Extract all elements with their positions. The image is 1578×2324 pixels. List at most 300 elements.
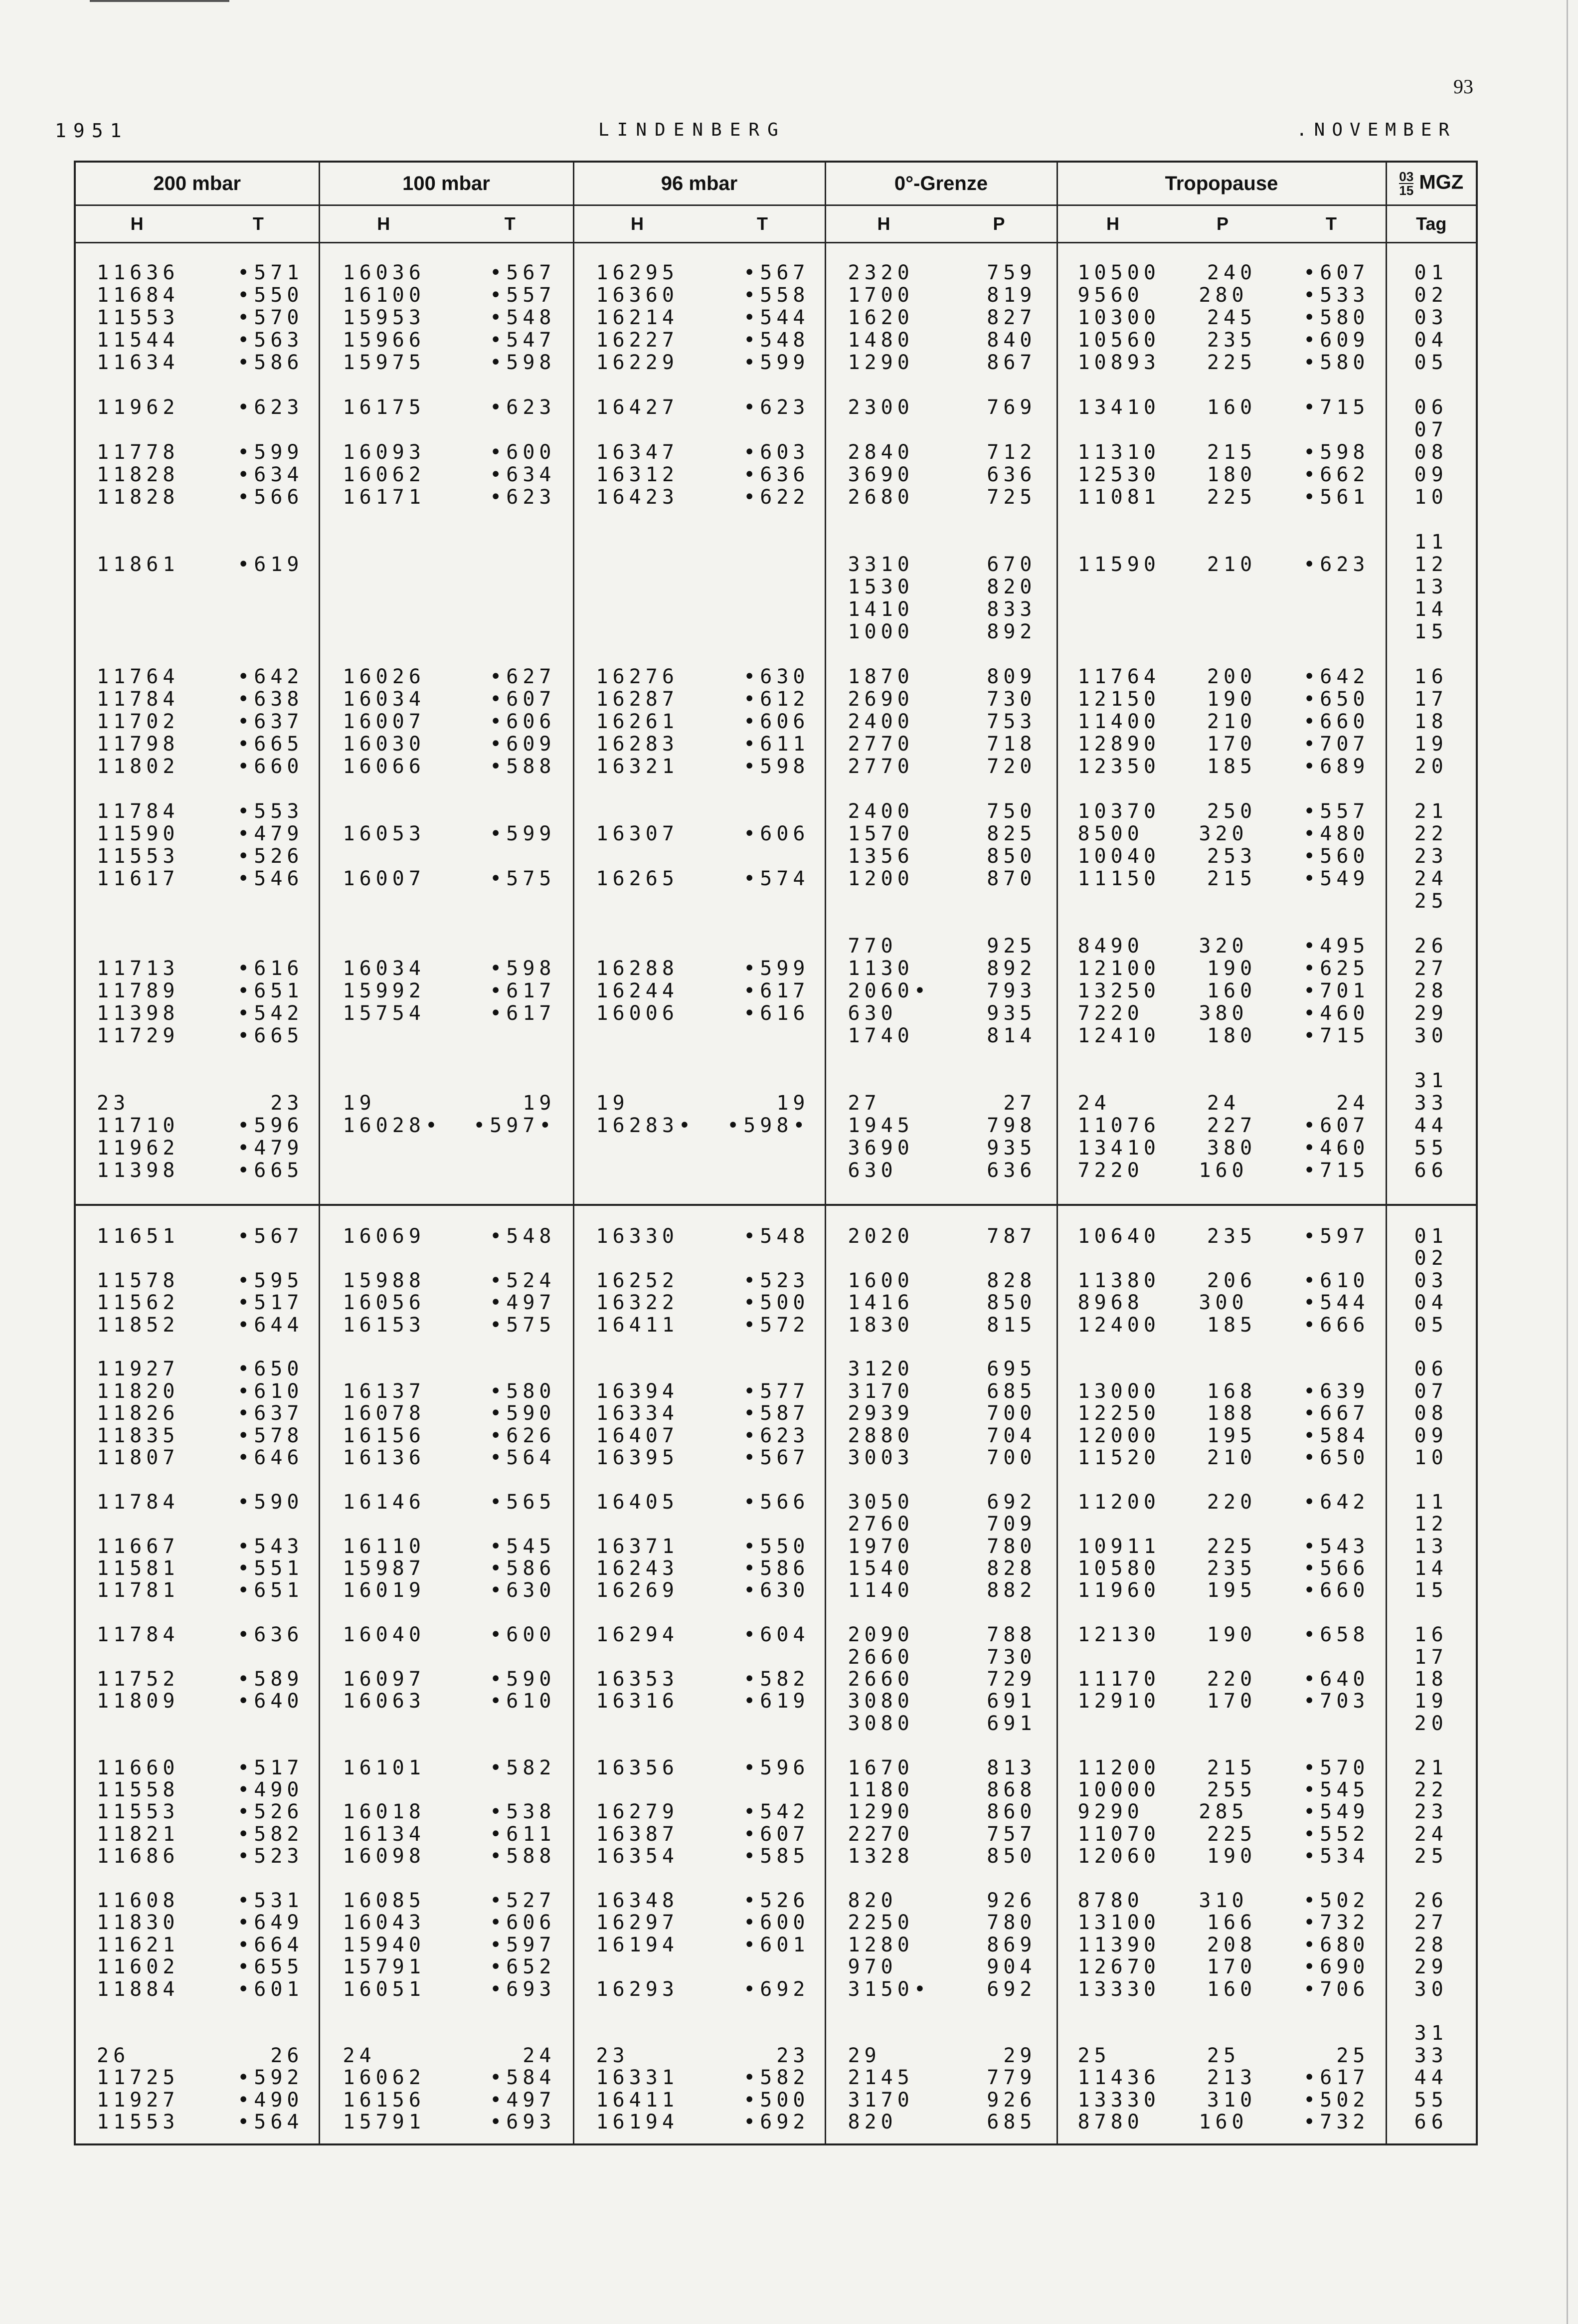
table-cell: 636	[987, 463, 1037, 486]
table-row	[1387, 1934, 1476, 1955]
table-cell: 11852	[97, 1313, 179, 1337]
table-row	[1387, 1402, 1476, 1424]
table-row	[574, 1535, 825, 1557]
table-cell: 12	[1414, 1513, 1448, 1536]
table-cell: 11729	[97, 1024, 179, 1047]
table-row	[320, 1225, 573, 1247]
table-cell: 44	[1414, 1114, 1448, 1137]
table-cell: 780	[987, 1911, 1037, 1935]
table-cell: 11784	[97, 688, 179, 711]
table-row	[76, 1402, 319, 1424]
table-cell: •480	[1303, 822, 1370, 845]
table-row	[574, 2111, 825, 2132]
table-cell: •557	[490, 284, 556, 307]
table-row	[1387, 979, 1476, 1001]
table-cell: 10911	[1077, 1535, 1160, 1558]
table-cell: 10500	[1077, 261, 1160, 284]
table-cell: 11581	[97, 1557, 179, 1580]
table-cell: 2320	[848, 261, 914, 284]
table-row	[1058, 867, 1386, 889]
table-cell: 04	[1414, 1291, 1448, 1315]
table-cell: 18	[1414, 1668, 1448, 1691]
table-cell: 2060•	[848, 979, 930, 1002]
table-cell: 850	[987, 845, 1037, 868]
table-cell: 19	[523, 1092, 556, 1115]
table-cell: 26	[1414, 935, 1448, 958]
table-cell: 285	[1199, 1800, 1248, 1824]
sub-h: H	[631, 213, 644, 234]
table-cell: 1700	[848, 284, 914, 307]
table-row	[574, 1823, 825, 1845]
table-cell: •526	[237, 845, 304, 868]
table-cell: •544	[1303, 1291, 1370, 1315]
table-cell: 11520	[1077, 1446, 1160, 1469]
table-cell: 166	[1207, 1911, 1257, 1935]
table-cell: 757	[987, 1822, 1037, 1846]
table-cell: 17	[1414, 1645, 1448, 1669]
table-row	[826, 688, 1056, 710]
table-row	[574, 1756, 825, 1778]
table-row	[1387, 531, 1476, 553]
col-96mbar: 96 mbar	[573, 162, 825, 205]
table-cell: 310	[1199, 1889, 1248, 1912]
table-cell: •707	[1303, 733, 1370, 756]
table-row	[320, 1291, 573, 1313]
table-cell: 809	[987, 665, 1037, 688]
table-cell: •636	[237, 1623, 304, 1647]
cell-200mbar	[76, 1206, 319, 2143]
table-row	[574, 486, 825, 508]
table-row	[320, 1002, 573, 1024]
table-cell: 2840	[848, 441, 914, 464]
table-row	[76, 1002, 319, 1024]
table-cell: •460	[1303, 1137, 1370, 1160]
table-cell: •567	[743, 1446, 810, 1469]
table-cell: 2090	[848, 1623, 914, 1647]
table-cell: •715	[1303, 1024, 1370, 1047]
table-row	[1387, 1778, 1476, 1800]
table-cell: •665	[237, 1159, 304, 1182]
table-row	[76, 733, 319, 755]
table-cell: 10640	[1077, 1225, 1160, 1248]
table-row	[1058, 935, 1386, 957]
table-cell: 01	[1414, 261, 1448, 284]
table-row	[76, 1823, 319, 1845]
table-row	[826, 1535, 1056, 1557]
table-cell: 630	[848, 1159, 897, 1182]
table-row	[1387, 1557, 1476, 1579]
table-cell: 16227	[596, 329, 679, 352]
table-cell: 225	[1207, 351, 1257, 374]
table-cell: 11784	[97, 800, 179, 823]
table-cell: 780	[987, 1535, 1037, 1558]
table-cell: 235	[1207, 1225, 1257, 1248]
table-row	[320, 1668, 573, 1690]
table-cell: 13000	[1077, 1379, 1160, 1403]
table-cell: 16423	[596, 486, 679, 509]
table-cell: •575	[490, 1313, 556, 1337]
table-row	[574, 1380, 825, 1402]
table-cell: 20	[1414, 1712, 1448, 1735]
table-row	[320, 1978, 573, 2000]
table-row	[1058, 1756, 1386, 1778]
table-row	[826, 1357, 1056, 1379]
table-row	[1058, 441, 1386, 463]
table-row	[1058, 351, 1386, 373]
table-cell: 09	[1414, 1424, 1448, 1447]
sub-h: H	[377, 213, 390, 234]
table-cell: •625	[1303, 957, 1370, 980]
table-cell: 1600	[848, 1269, 914, 1292]
table-cell: 1870	[848, 665, 914, 688]
table-cell: 225	[1207, 1822, 1257, 1846]
table-row	[76, 1446, 319, 1468]
table-row	[826, 1778, 1056, 1800]
table-cell: 26	[97, 2044, 130, 2067]
table-row	[1387, 867, 1476, 889]
table-cell: 630	[848, 1002, 897, 1025]
table-cell: 66	[1414, 1159, 1448, 1182]
table-row	[1387, 1446, 1476, 1468]
table-row	[76, 755, 319, 777]
table-cell: 11562	[97, 1291, 179, 1315]
table-cell: 16146	[343, 1490, 425, 1514]
table-cell: •611	[490, 1822, 556, 1846]
table-cell: 2400	[848, 710, 914, 733]
table-cell: •599	[743, 957, 810, 980]
table-row	[76, 2089, 319, 2111]
table-cell: 11553	[97, 1800, 179, 1824]
table-cell: •538	[490, 1800, 556, 1824]
table-row	[1387, 1002, 1476, 1024]
table-cell: 850	[987, 1291, 1037, 1315]
table-cell: 16034	[343, 957, 425, 980]
table-cell: 869	[987, 1933, 1037, 1956]
table-cell: •546	[237, 867, 304, 890]
table-row	[1387, 1889, 1476, 1911]
table-cell: 16279	[596, 1800, 679, 1824]
table-cell: 01	[1414, 1225, 1448, 1248]
table-cell: 21	[1414, 1756, 1448, 1779]
table-row	[1387, 1513, 1476, 1535]
table-row	[1387, 2022, 1476, 2044]
table-cell: 160	[1207, 979, 1257, 1002]
table-row	[1058, 1092, 1386, 1114]
table-row	[1058, 2066, 1386, 2088]
table-cell: •524	[490, 1269, 556, 1292]
table-row	[1387, 890, 1476, 912]
table-row	[574, 463, 825, 485]
table-cell: 55	[1414, 2088, 1448, 2112]
table-cell: 813	[987, 1756, 1037, 1779]
table-row	[76, 1800, 319, 1822]
table-row	[1058, 1491, 1386, 1513]
table-cell: 7220	[1077, 1159, 1144, 1182]
table-cell: •542	[743, 1800, 810, 1824]
table-cell: 16136	[343, 1446, 425, 1469]
table-cell: 750	[987, 800, 1037, 823]
table-cell: •526	[237, 1800, 304, 1824]
table-cell: •567	[490, 261, 556, 284]
table-row	[76, 441, 319, 463]
table-cell: 28	[1414, 979, 1448, 1002]
table-cell: 11578	[97, 1269, 179, 1292]
table-row	[1058, 1623, 1386, 1645]
table-row	[1387, 1535, 1476, 1557]
page-edge	[1567, 0, 1568, 2324]
table-cell: •617	[1303, 2066, 1370, 2090]
table-row	[1387, 2044, 1476, 2066]
table-cell: •600	[490, 1623, 556, 1647]
table-cell: 255	[1207, 1778, 1257, 1801]
table-row	[1058, 710, 1386, 732]
table-cell: 16252	[596, 1269, 679, 1292]
table-cell: 11558	[97, 1778, 179, 1801]
table-row	[1058, 1911, 1386, 1933]
table-row	[826, 1092, 1056, 1114]
table-row	[76, 710, 319, 732]
table-cell: 16243	[596, 1557, 679, 1580]
table-cell: 16330	[596, 1225, 679, 1248]
table-cell: 19	[1414, 733, 1448, 756]
table-cell: 10560	[1077, 329, 1160, 352]
table-cell: 55	[1414, 1137, 1448, 1160]
table-row	[320, 1955, 573, 1977]
table-cell: 16356	[596, 1756, 679, 1779]
table-row	[76, 1934, 319, 1955]
table-cell: 16043	[343, 1911, 425, 1935]
table-row	[826, 441, 1056, 463]
table-row	[320, 284, 573, 306]
table-cell: •652	[490, 1955, 556, 1979]
table-row	[826, 306, 1056, 328]
table-cell: 160	[1207, 396, 1257, 419]
table-row	[76, 1092, 319, 1114]
table-cell: •634	[237, 463, 304, 486]
table-cell: 14	[1414, 598, 1448, 621]
col-tag: Tag	[1386, 205, 1477, 243]
table-cell: 3080	[848, 1712, 914, 1735]
table-cell: 06	[1414, 1357, 1448, 1381]
table-cell: 10	[1414, 1446, 1448, 1469]
table-row	[76, 1491, 319, 1513]
table-cell: 16307	[596, 822, 679, 845]
table-row	[826, 1114, 1056, 1136]
table-cell: 904	[987, 1955, 1037, 1979]
table-cell: 1290	[848, 1800, 914, 1824]
table-cell: 13410	[1077, 396, 1160, 419]
table-cell: 11835	[97, 1424, 179, 1447]
table-cell: 15940	[343, 1933, 425, 1956]
table-cell: •664	[237, 1933, 304, 1956]
table-cell: 16294	[596, 1623, 679, 1647]
table-row	[320, 396, 573, 418]
table-row	[826, 463, 1056, 485]
table-row	[574, 1623, 825, 1645]
table-row	[1387, 1978, 1476, 2000]
table-row	[1387, 2111, 1476, 2132]
table-cell: 16297	[596, 1911, 679, 1935]
table-cell: •638	[237, 688, 304, 711]
table-row	[320, 1579, 573, 1601]
table-cell: •634	[490, 463, 556, 486]
table-cell: 13330	[1077, 1977, 1160, 2001]
table-cell: 16006	[596, 1002, 679, 1025]
table-row	[1387, 733, 1476, 755]
table-cell: 320	[1199, 822, 1248, 845]
table-row	[574, 1690, 825, 1712]
table-row	[574, 1424, 825, 1446]
table-row	[826, 1557, 1056, 1579]
table-row	[1058, 553, 1386, 575]
table-cell: 18	[1414, 710, 1448, 733]
table-row	[1387, 1823, 1476, 1845]
table-row	[76, 1623, 319, 1645]
table-row	[320, 979, 573, 1001]
mgz-label: MGZ	[1419, 171, 1464, 194]
table-cell: •595	[237, 1269, 304, 1292]
table-cell: 23	[776, 2044, 810, 2067]
table-row	[320, 665, 573, 687]
table-cell: 850	[987, 1845, 1037, 1868]
sub-p: P	[1216, 213, 1228, 234]
table-cell: •690	[1303, 1955, 1370, 1979]
table-row	[826, 1159, 1056, 1181]
table-cell: 03	[1414, 1269, 1448, 1292]
table-cell: 1830	[848, 1313, 914, 1337]
table-row	[1058, 306, 1386, 328]
table-cell: 320	[1199, 935, 1248, 958]
table-cell: •548	[490, 306, 556, 329]
table-cell: 24	[1414, 867, 1448, 890]
table-row	[76, 1291, 319, 1313]
table-cell: 11553	[97, 306, 179, 329]
table-cell: 227	[1207, 1114, 1257, 1137]
table-cell: •662	[1303, 463, 1370, 486]
table-cell: 170	[1207, 1955, 1257, 1979]
table-cell: •623	[237, 396, 304, 419]
table-row	[574, 867, 825, 889]
table-cell: •557	[1303, 800, 1370, 823]
table-cell: 15791	[343, 1955, 425, 1979]
table-row	[76, 1225, 319, 1247]
table-cell: 220	[1207, 1668, 1257, 1691]
table-cell: •560	[1303, 845, 1370, 868]
table-row	[320, 1889, 573, 1911]
table-cell: 15988	[343, 1269, 425, 1292]
table-cell: 26	[270, 2044, 304, 2067]
table-cell: 250	[1207, 800, 1257, 823]
table-cell: 670	[987, 553, 1037, 576]
table-cell: •607	[1303, 1114, 1370, 1137]
table-cell: •610	[237, 1379, 304, 1403]
table-cell: •597	[1303, 1225, 1370, 1248]
table-cell: 2020	[848, 1225, 914, 1248]
table-cell: •642	[1303, 665, 1370, 688]
table-cell: •584	[490, 2066, 556, 2090]
table-row	[320, 867, 573, 889]
table-cell: •623	[743, 396, 810, 419]
table-cell: 16316	[596, 1690, 679, 1713]
table-cell: 190	[1207, 688, 1257, 711]
table-cell: •651	[237, 1579, 304, 1602]
table-cell: 16007	[343, 867, 425, 890]
table-cell: •667	[1303, 1402, 1370, 1425]
table-row	[574, 733, 825, 755]
table-row	[826, 1646, 1056, 1668]
table-cell: 11778	[97, 441, 179, 464]
table-row	[1058, 1535, 1386, 1557]
table-row	[1058, 1225, 1386, 1247]
table-cell: 27	[1003, 1092, 1037, 1115]
table-cell: 16354	[596, 1845, 679, 1868]
table-row	[1387, 441, 1476, 463]
table-row	[1387, 1756, 1476, 1778]
table-row	[826, 598, 1056, 620]
table-row	[826, 351, 1056, 373]
table-row	[826, 284, 1056, 306]
table-cell: •587	[743, 1402, 810, 1425]
table-row	[320, 1491, 573, 1513]
table-row	[826, 1291, 1056, 1313]
table-cell: •544	[743, 306, 810, 329]
table-row	[76, 1269, 319, 1291]
table-cell: •622	[743, 486, 810, 509]
table-cell: 16411	[596, 1313, 679, 1337]
table-row	[1058, 1269, 1386, 1291]
table-cell: 210	[1207, 553, 1257, 576]
col-zero-grenze: 0°-Grenze	[825, 162, 1057, 205]
table-cell: 11660	[97, 1756, 179, 1779]
table-cell: •534	[1303, 1845, 1370, 1868]
table-cell: 3690	[848, 1137, 914, 1160]
table-cell: 825	[987, 822, 1037, 845]
table-cell: 23	[596, 2044, 629, 2067]
table-cell: 2660	[848, 1645, 914, 1669]
table-row	[320, 441, 573, 463]
table-row	[826, 733, 1056, 755]
table-cell: 16194	[596, 2111, 679, 2133]
table-row	[1058, 733, 1386, 755]
table-cell: 3003	[848, 1446, 914, 1469]
table-cell: •553	[237, 800, 304, 823]
table-row	[826, 576, 1056, 597]
table-row	[1387, 1579, 1476, 1601]
table-row	[320, 1092, 573, 1114]
table-cell: 814	[987, 1024, 1037, 1047]
table-cell: 935	[987, 1137, 1037, 1160]
table-cell: 15754	[343, 1002, 425, 1025]
table-row	[1387, 1291, 1476, 1313]
table-row	[1387, 1225, 1476, 1247]
table-cell: 2400	[848, 800, 914, 823]
table-row	[1058, 822, 1386, 844]
table-cell: 195	[1207, 1579, 1257, 1602]
table-cell: 16353	[596, 1668, 679, 1691]
table-row	[76, 1535, 319, 1557]
table-row	[574, 755, 825, 777]
table-cell: •572	[743, 1313, 810, 1337]
table-cell: 215	[1207, 867, 1257, 890]
table-row	[1058, 1402, 1386, 1424]
table-cell: 05	[1414, 351, 1448, 374]
table-row	[574, 822, 825, 844]
table-cell: 13410	[1077, 1137, 1160, 1160]
table-cell: 10300	[1077, 306, 1160, 329]
table-cell: •543	[237, 1535, 304, 1558]
table-cell: •527	[490, 1889, 556, 1912]
table-cell: 22	[1414, 1778, 1448, 1801]
